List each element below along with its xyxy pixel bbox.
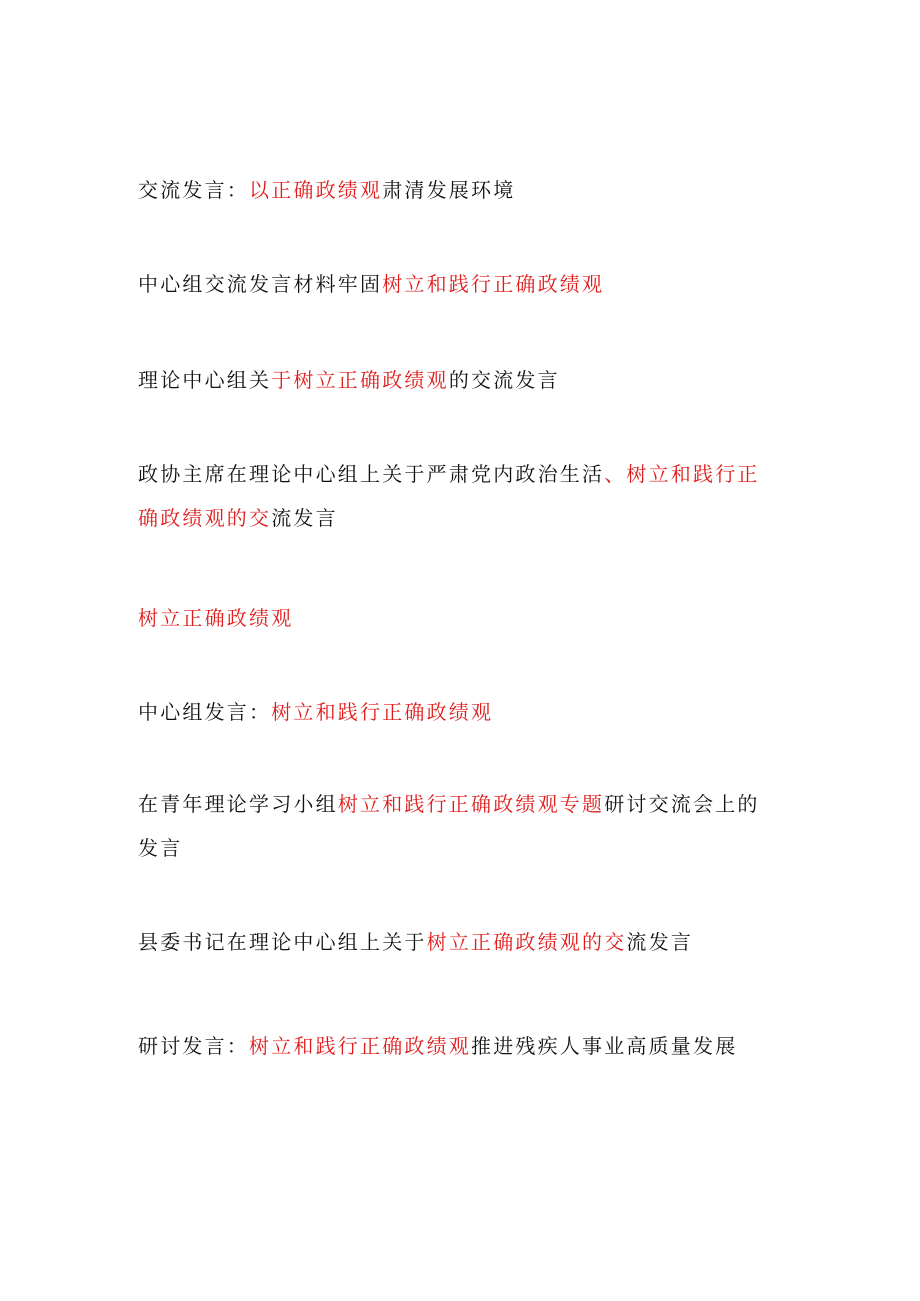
entry-3-segment-3: 的交流发言 [448, 368, 560, 392]
entry-1-segment-3: 肃清发展环境 [382, 178, 516, 202]
entry-3-segment-1: 理论中心组关 [138, 368, 272, 392]
title-entry-6 [138, 690, 778, 734]
entry-8-segment-2: 树立正确政绩观的交 [426, 930, 627, 954]
entry-2-segment-2: 树立和践行正确政绩观 [382, 272, 605, 296]
title-entry-8 [138, 920, 778, 964]
entry-8-segment-1: 县委书记在理论中心组上关于 [138, 930, 427, 954]
entry-4-segment-3: 流发言 [271, 506, 338, 530]
entry-1-segment-1: 交流发言： [138, 178, 249, 202]
title-entry-2 [138, 262, 778, 306]
entry-9-segment-1: 研讨发言： [138, 1034, 249, 1058]
title-entry-4 [138, 452, 778, 540]
entry-7-segment-3: 研讨交流会上的发言 [138, 792, 760, 860]
entry-7-segment-1: 在青年理论学习小组 [138, 792, 338, 816]
title-entry-7 [138, 782, 778, 870]
entry-9-segment-2: 树立和践行正确政绩观 [249, 1034, 471, 1058]
entry-4-segment-1: 政协主席在理论中心组上关于严肃党内政治生活 [138, 462, 605, 486]
entry-4-segment-2: 、树立和践行正确政绩观的交 [138, 462, 760, 530]
entry-1-segment-2: 以正确政绩观 [249, 178, 383, 202]
entry-9-segment-3: 推进残疾人事业高质量发展 [471, 1034, 738, 1058]
entry-6-segment-2: 树立和践行正确政绩观 [271, 700, 494, 724]
entry-5-segment-1: 树立正确政绩观 [138, 606, 294, 630]
title-entry-9 [138, 1024, 778, 1068]
title-entry-3 [138, 358, 778, 402]
entry-2-segment-1: 中心组交流发言材料牢固 [138, 272, 383, 296]
title-entry-1 [138, 168, 778, 212]
entry-8-segment-3: 流发言 [626, 930, 694, 954]
entry-7-segment-2: 树立和践行正确政绩观专题 [337, 792, 605, 816]
entry-3-segment-2: 于树立正确政绩观 [271, 368, 449, 392]
entry-6-segment-1: 中心组发言： [138, 700, 272, 724]
title-entry-5 [138, 596, 778, 640]
